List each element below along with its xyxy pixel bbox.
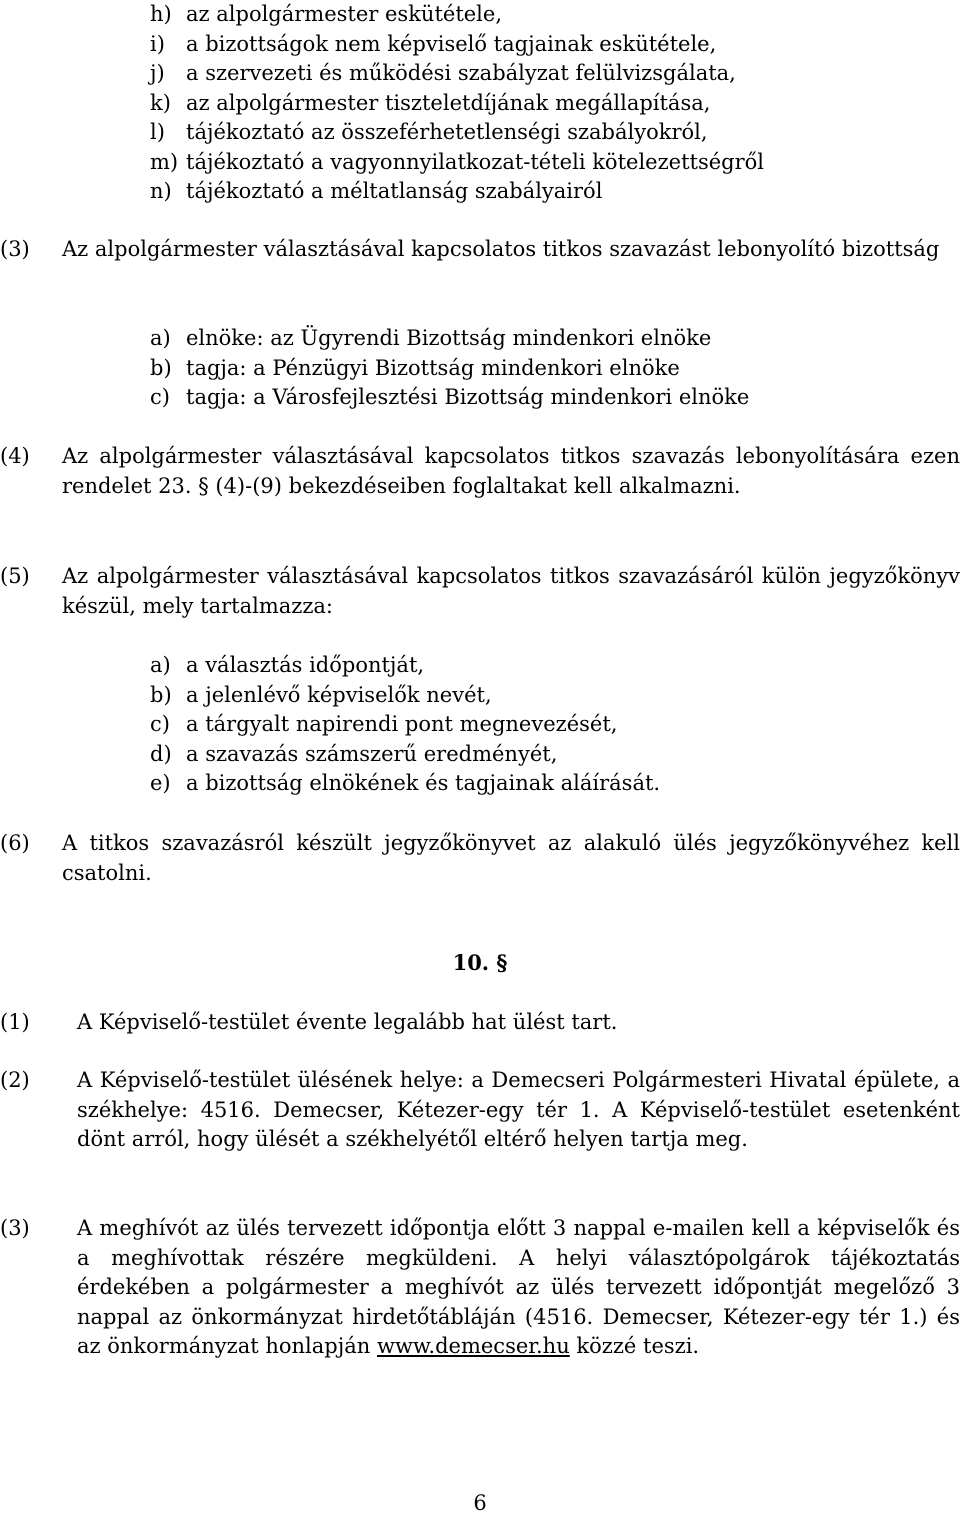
paragraph-text: A Képviselő-testület évente legalább hat ülést tart. bbox=[77, 1010, 618, 1034]
list-marker: l) bbox=[150, 120, 165, 144]
list-marker: i) bbox=[150, 31, 165, 56]
section-text: Az alpolgármester választásával kapcsolatos titkos szavazás lebonyolítására ezen rendelet 23. § (4)-(9) bekezdéseiben foglaltakat kell alkalmazni. bbox=[62, 444, 960, 498]
list-marker: m) bbox=[150, 149, 179, 174]
section-6 bbox=[0, 829, 960, 888]
list-item bbox=[150, 354, 930, 384]
list-marker: c) bbox=[150, 712, 170, 736]
list-marker: h) bbox=[150, 2, 172, 26]
committee-list bbox=[150, 324, 930, 413]
list-marker: n) bbox=[150, 179, 172, 203]
agenda-list bbox=[150, 0, 930, 207]
list-text: a bizottság elnökének és tagjainak aláírását. bbox=[186, 771, 661, 795]
list-item bbox=[150, 769, 930, 799]
list-text: tájékoztató a vagyonnyilatkozat-tételi kötelezettségről bbox=[186, 149, 765, 174]
list-text: tájékoztató az összeférhetetlenségi szabályokról, bbox=[186, 120, 708, 144]
list-item bbox=[150, 0, 930, 30]
section-number: (5) bbox=[0, 564, 30, 588]
list-marker: a) bbox=[150, 326, 171, 350]
list-marker: c) bbox=[150, 385, 170, 409]
section-number: (4) bbox=[0, 444, 30, 468]
list-text: tagja: a Városfejlesztési Bizottság mindenkori elnöke bbox=[186, 385, 750, 409]
list-item bbox=[150, 740, 930, 770]
section-text: A titkos szavazásról készült jegyzőkönyvet az alakuló ülés jegyzőkönyvéhez kell csatolni. bbox=[62, 831, 960, 885]
paragraph-text bbox=[77, 1214, 960, 1362]
page-number: 6 bbox=[473, 1491, 487, 1515]
list-text: a bizottságok nem képviselő tagjainak eskütétele, bbox=[186, 31, 717, 56]
section-heading: 10. § bbox=[452, 950, 508, 975]
section-number: (3) bbox=[0, 237, 30, 261]
list-item bbox=[150, 148, 930, 178]
list-text: az alpolgármester eskütétele, bbox=[186, 2, 503, 26]
paragraph-number: (3) bbox=[0, 1216, 30, 1240]
section-5 bbox=[0, 562, 960, 621]
list-text: tájékoztató a méltatlanság szabályairól bbox=[186, 179, 603, 203]
list-marker: b) bbox=[150, 682, 172, 707]
website-link[interactable]: www.demecser.hu bbox=[376, 1334, 570, 1358]
list-item bbox=[150, 89, 930, 119]
list-text: elnöke: az Ügyrendi Bizottság mindenkori elnöke bbox=[186, 326, 712, 350]
list-marker: e) bbox=[150, 771, 171, 795]
paragraph-1 bbox=[0, 1008, 960, 1038]
section-number: (6) bbox=[0, 831, 30, 855]
list-text: tagja: a Pénzügyi Bizottság mindenkori elnöke bbox=[186, 355, 680, 380]
list-item bbox=[150, 118, 930, 148]
paragraph-number: (2) bbox=[0, 1068, 30, 1092]
paragraph-tail: közzé teszi. bbox=[569, 1334, 700, 1358]
minutes-contents-list bbox=[150, 651, 930, 799]
list-text: a szervezeti és működési szabályzat felülvizsgálata, bbox=[186, 61, 736, 85]
list-text: a választás időpontját, bbox=[186, 653, 425, 677]
list-item bbox=[150, 681, 930, 711]
list-item bbox=[150, 324, 930, 354]
list-marker: a) bbox=[150, 653, 171, 677]
section-3 bbox=[0, 235, 960, 265]
list-marker: b) bbox=[150, 355, 172, 380]
list-item bbox=[150, 651, 930, 681]
section-4 bbox=[0, 442, 960, 501]
list-marker: j) bbox=[150, 61, 165, 85]
list-item bbox=[150, 30, 930, 60]
list-text: a tárgyalt napirendi pont megnevezését, bbox=[186, 712, 618, 736]
list-text: a szavazás számszerű eredményét, bbox=[186, 741, 558, 766]
list-item bbox=[150, 177, 930, 207]
paragraph-2 bbox=[0, 1066, 960, 1155]
list-item bbox=[150, 710, 930, 740]
paragraph-text: A Képviselő-testület ülésének helye: a Demecseri Polgármesteri Hivatal épülete, a székhelye: 4516. Demecser, Kétezer-egy tér 1. A Képviselő-testület esetenként dönt arról, hogy ülését a székhelyétől eltérő helyen tartja meg. bbox=[77, 1068, 960, 1151]
section-text: Az alpolgármester választásával kapcsolatos titkos szavazást lebonyolító bizottság bbox=[62, 237, 940, 261]
section-text: Az alpolgármester választásával kapcsolatos titkos szavazásáról külön jegyzőkönyv készül, mely tartalmazza: bbox=[62, 564, 960, 618]
list-marker: k) bbox=[150, 90, 171, 115]
list-text: az alpolgármester tiszteletdíjának megállapítása, bbox=[186, 90, 711, 115]
list-text: a jelenlévő képviselők nevét, bbox=[186, 682, 492, 707]
list-item bbox=[150, 59, 930, 89]
list-marker: d) bbox=[150, 741, 172, 766]
paragraph-3 bbox=[0, 1214, 960, 1362]
paragraph-number: (1) bbox=[0, 1010, 30, 1034]
list-item bbox=[150, 383, 930, 413]
paragraph-body: A meghívót az ülés tervezett időpontja előtt 3 nappal e-mailen kell a képviselők és a meghívottak részére megküldeni. A helyi választópolgárok tájékoztatás érdekében a polgármester a meghívót az ülés tervezett időpontját megelőző 3 nappal az önkormányzat hirdetőtábláján (4516. Demecser, Kétezer-egy tér 1.) és az önkormányzat honlapján bbox=[77, 1216, 960, 1358]
